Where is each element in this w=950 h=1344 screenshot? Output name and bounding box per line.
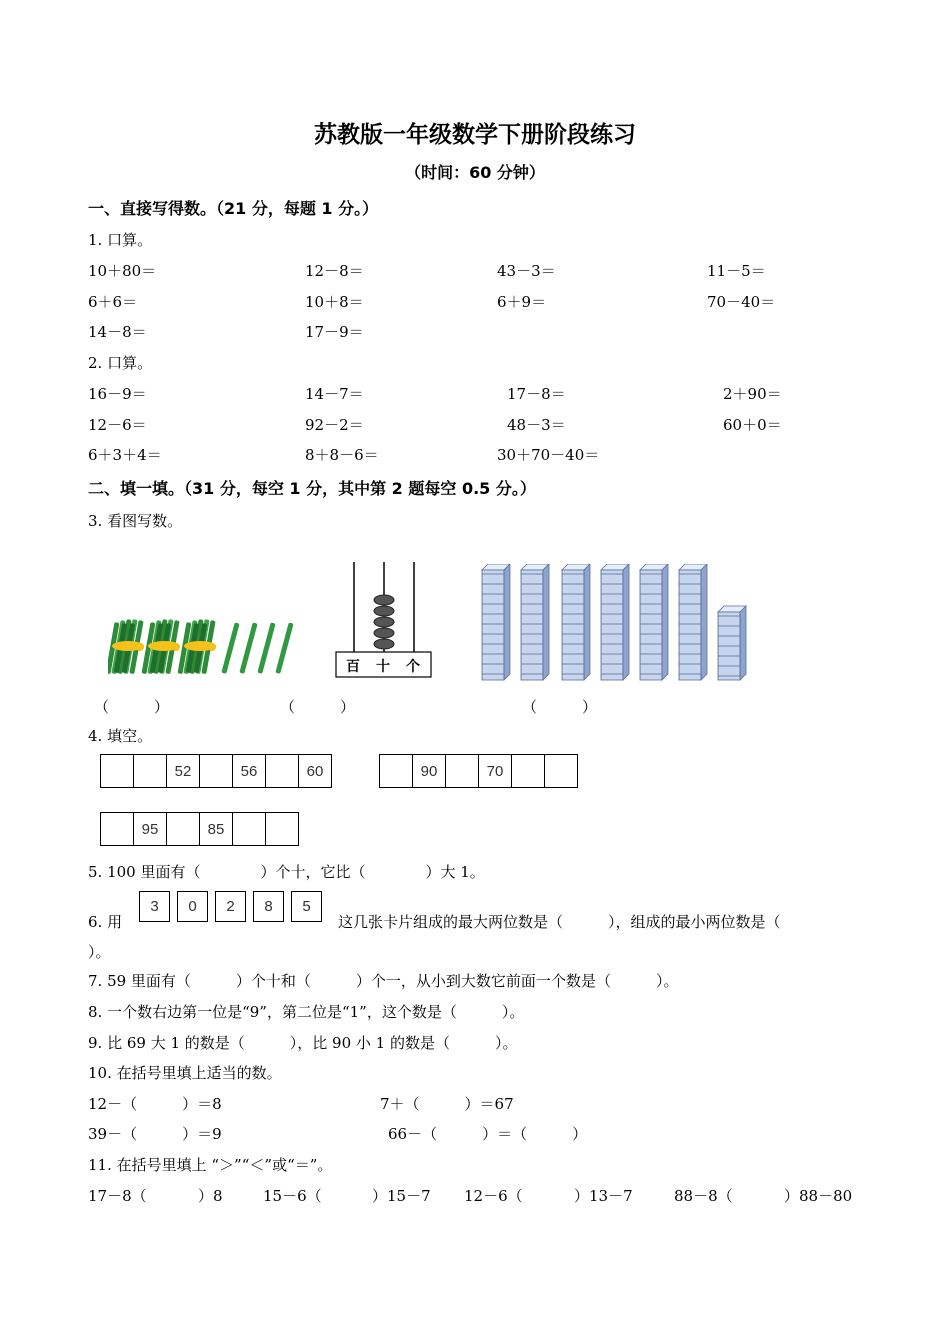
digit-card: 3 bbox=[139, 891, 170, 922]
question-11-label: 11. 在括号里填上 “＞”“＜”或“＝”。 bbox=[88, 1156, 333, 1174]
number-cell: 56 bbox=[233, 755, 266, 788]
question-6-tail: ）。 bbox=[88, 943, 111, 961]
sticks-bundle-image bbox=[108, 612, 300, 682]
number-cell[interactable] bbox=[167, 813, 200, 846]
number-cell: 70 bbox=[479, 755, 512, 788]
calc-item: 16－9＝ bbox=[88, 385, 147, 403]
number-sequence-row-3 bbox=[100, 812, 299, 846]
compare-left: 15－6（ bbox=[263, 1187, 322, 1205]
abacus-label-hundreds: 百 bbox=[346, 659, 360, 675]
digit-card: 0 bbox=[177, 891, 208, 922]
section-2-heading: 二、填一填。（31 分，每空 1 分，其中第 2 题每空 0.5 分。） bbox=[88, 479, 536, 498]
fill-equation: 7＋（ ）＝67 bbox=[380, 1095, 514, 1113]
calc-item: 92－2＝ bbox=[305, 416, 364, 434]
compare-right: ）88－80 bbox=[784, 1187, 853, 1205]
question-4-label: 4. 填空。 bbox=[88, 727, 153, 745]
calc-item: 14－8＝ bbox=[88, 323, 147, 341]
section-1-heading: 一、直接写得数。（21 分，每题 1 分。） bbox=[88, 199, 379, 218]
question-9: 9. 比 69 大 1 的数是（ ），比 90 小 1 的数是（ ）。 bbox=[88, 1034, 518, 1052]
compare-left: 12－6（ bbox=[464, 1187, 523, 1205]
fill-equation: 12－（ ）＝8 bbox=[88, 1095, 222, 1113]
calc-item: 11－5＝ bbox=[707, 262, 766, 280]
answer-blank[interactable]: （ ） bbox=[280, 698, 356, 716]
abacus-label-tens: 十 bbox=[376, 659, 390, 675]
calc-item: 6＋9＝ bbox=[497, 293, 547, 311]
calc-item: 10＋80＝ bbox=[88, 262, 157, 280]
calc-item: 70－40＝ bbox=[707, 293, 776, 311]
question-10-label: 10. 在括号里填上适当的数。 bbox=[88, 1064, 282, 1082]
digit-card: 2 bbox=[215, 891, 246, 922]
number-cell[interactable] bbox=[380, 755, 413, 788]
page-title: 苏教版一年级数学下册阶段练习 bbox=[314, 122, 636, 148]
page-subtitle: （时间：60 分钟） bbox=[405, 163, 545, 182]
compare-right: ）13－7 bbox=[574, 1187, 633, 1205]
calc-item: 10＋8＝ bbox=[305, 293, 364, 311]
calc-item: 48－3＝ bbox=[507, 416, 566, 434]
calc-item: 2＋90＝ bbox=[723, 385, 782, 403]
digit-card: 5 bbox=[291, 891, 322, 922]
number-cell[interactable] bbox=[545, 755, 578, 788]
fill-equation: 66－（ ）＝（ ） bbox=[388, 1125, 588, 1143]
calc-item: 12－8＝ bbox=[305, 262, 364, 280]
question-6-text: 这几张卡片组成的最大两位数是（ ），组成的最小两位数是（ bbox=[338, 913, 781, 931]
number-cell[interactable] bbox=[446, 755, 479, 788]
calc-item: 6＋3＋4＝ bbox=[88, 446, 162, 464]
question-7: 7. 59 里面有（ ）个十和（ ）个一，从小到大数它前面一个数是（ ）。 bbox=[88, 972, 679, 990]
digit-card: 8 bbox=[253, 891, 284, 922]
compare-left: 17－8（ bbox=[88, 1187, 147, 1205]
number-cell[interactable] bbox=[266, 755, 299, 788]
compare-right: ）15－7 bbox=[372, 1187, 431, 1205]
number-sequence-row-1 bbox=[100, 754, 332, 788]
number-cell: 90 bbox=[413, 755, 446, 788]
calc-item: 43－3＝ bbox=[497, 262, 556, 280]
question-5: 5. 100 里面有（ ）个十，它比（ ）大 1。 bbox=[88, 863, 485, 881]
calc-item: 30＋70－40＝ bbox=[497, 446, 600, 464]
number-cell[interactable] bbox=[134, 755, 167, 788]
question-8: 8. 一个数右边第一位是“9”，第二位是“1”，这个数是（ ）。 bbox=[88, 1003, 525, 1021]
calc-item: 17－9＝ bbox=[305, 323, 364, 341]
compare-right: ）8 bbox=[198, 1187, 223, 1205]
number-sequence-row-2 bbox=[379, 754, 578, 788]
calc-item: 8＋8－6＝ bbox=[305, 446, 379, 464]
number-cell[interactable] bbox=[200, 755, 233, 788]
question-3-label: 3. 看图写数。 bbox=[88, 512, 183, 530]
answer-blank[interactable]: （ ） bbox=[522, 698, 598, 716]
calc-item: 60＋0＝ bbox=[723, 416, 782, 434]
calc-item: 17－8＝ bbox=[507, 385, 566, 403]
answer-blank[interactable]: （ ） bbox=[94, 698, 170, 716]
number-cell: 52 bbox=[167, 755, 200, 788]
number-cell[interactable] bbox=[266, 813, 299, 846]
number-cell: 95 bbox=[134, 813, 167, 846]
fill-equation: 39－（ ）＝9 bbox=[88, 1125, 222, 1143]
number-cell: 85 bbox=[200, 813, 233, 846]
question-2-label: 2. 口算。 bbox=[88, 354, 153, 372]
compare-left: 88－8（ bbox=[674, 1187, 733, 1205]
number-cell[interactable] bbox=[101, 755, 134, 788]
number-cell[interactable] bbox=[233, 813, 266, 846]
number-cell[interactable] bbox=[512, 755, 545, 788]
cube-columns-image bbox=[480, 564, 750, 684]
calc-item: 14－7＝ bbox=[305, 385, 364, 403]
abacus-label-ones: 个 bbox=[406, 659, 420, 675]
number-cell: 60 bbox=[299, 755, 332, 788]
question-6-prefix: 6. 用 bbox=[88, 913, 123, 931]
calc-item: 12－6＝ bbox=[88, 416, 147, 434]
question-1-label: 1. 口算。 bbox=[88, 231, 153, 249]
number-cell[interactable] bbox=[101, 813, 134, 846]
calc-item: 6＋6＝ bbox=[88, 293, 138, 311]
